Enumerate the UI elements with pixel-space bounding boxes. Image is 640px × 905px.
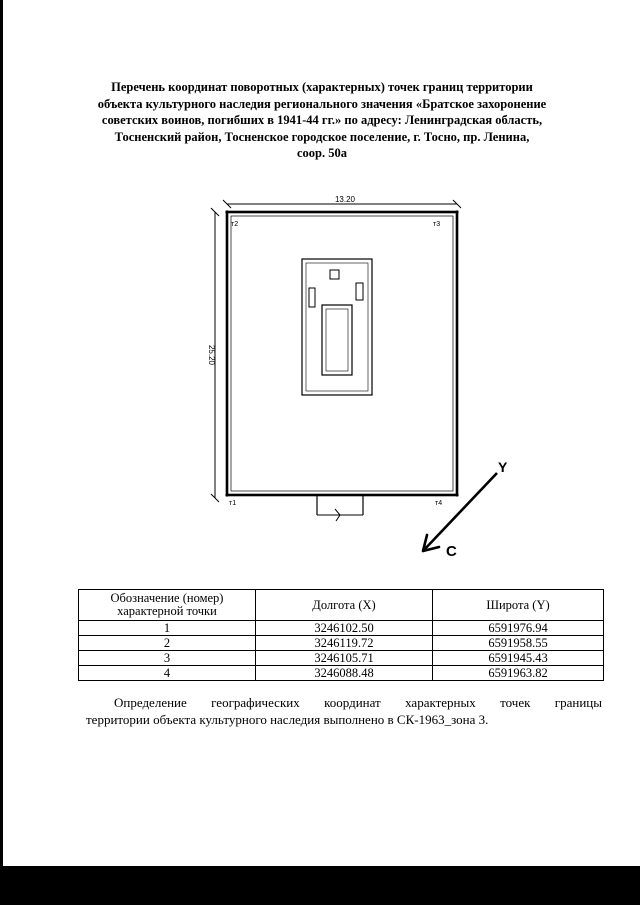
cell-latitude: 6591958.55: [433, 636, 604, 651]
cell-point-number: 2: [79, 636, 256, 651]
site-plan-drawing: [195, 185, 525, 565]
memorial-plinth-inner: [306, 263, 368, 391]
cell-point-number: 4: [79, 666, 256, 681]
point-marker-4: [455, 493, 458, 496]
direction-arrow-shaft: [423, 473, 497, 551]
table-header-row: [79, 590, 604, 621]
arrow-label-y: Y: [498, 459, 508, 475]
monument-post-left: [309, 288, 315, 307]
monument-post: [330, 270, 339, 279]
point-marker-3: [455, 210, 458, 213]
table-row: [79, 621, 604, 636]
table-row: [79, 666, 604, 681]
point-label-4: т4: [435, 500, 443, 507]
point-marker-2: [225, 210, 228, 213]
cell-point-number: 3: [79, 651, 256, 666]
grave-slab-inner: [326, 309, 348, 371]
cell-point-number: 1: [79, 621, 256, 636]
arrow-label-c: С: [446, 543, 457, 560]
grave-slab: [322, 305, 352, 375]
point-marker-1: [225, 493, 228, 496]
coordinate-system-note: [86, 694, 602, 728]
inner-boundary-line: [231, 216, 453, 491]
width-dimension-label: 13.20: [334, 195, 356, 204]
header-point-number: Обозначение (номер) характерной точки: [79, 590, 256, 621]
point-label-3: т3: [433, 221, 441, 228]
document-title: [70, 79, 574, 162]
cell-latitude: 6591963.82: [433, 666, 604, 681]
table-row: [79, 651, 604, 666]
title-line: Перечень координат поворотных (характерных) точек границ территории: [111, 80, 533, 94]
point-label-1: т1: [229, 500, 237, 507]
title-line: соор. 50а: [297, 146, 347, 160]
page-edge-left: [0, 0, 3, 868]
territory-boundary: [227, 212, 457, 495]
height-dimension-label: 25.20: [207, 344, 216, 366]
table-row: [79, 636, 604, 651]
bottom-black-band: [0, 866, 640, 905]
header-longitude: Долгота (X): [256, 590, 433, 621]
header-latitude: Широта (Y): [433, 590, 604, 621]
note-line-2: территории объекта культурного наследия выполнено в СК-1963_зона 3.: [86, 712, 489, 727]
cell-longitude: 3246119.72: [256, 636, 433, 651]
cell-longitude: 3246105.71: [256, 651, 433, 666]
monument-post-right: [356, 283, 363, 300]
cell-longitude: 3246088.48: [256, 666, 433, 681]
cell-latitude: 6591976.94: [433, 621, 604, 636]
point-label-2: т2: [231, 221, 239, 228]
note-line-1: Определение географических координат характерных точек границы: [114, 695, 602, 710]
title-line: объекта культурного наследия регионального значения «Братское захоронение: [97, 96, 547, 111]
cell-longitude: 3246102.50: [256, 621, 433, 636]
coordinates-table: [78, 589, 604, 681]
title-line: советских воинов, погибших в 1941-44 гг.» по адресу: Ленинградская область,: [101, 113, 543, 127]
cell-latitude: 6591945.43: [433, 651, 604, 666]
title-line: Тосненский район, Тосненское городское поселение, г. Тосно, пр. Ленина,: [114, 129, 530, 144]
